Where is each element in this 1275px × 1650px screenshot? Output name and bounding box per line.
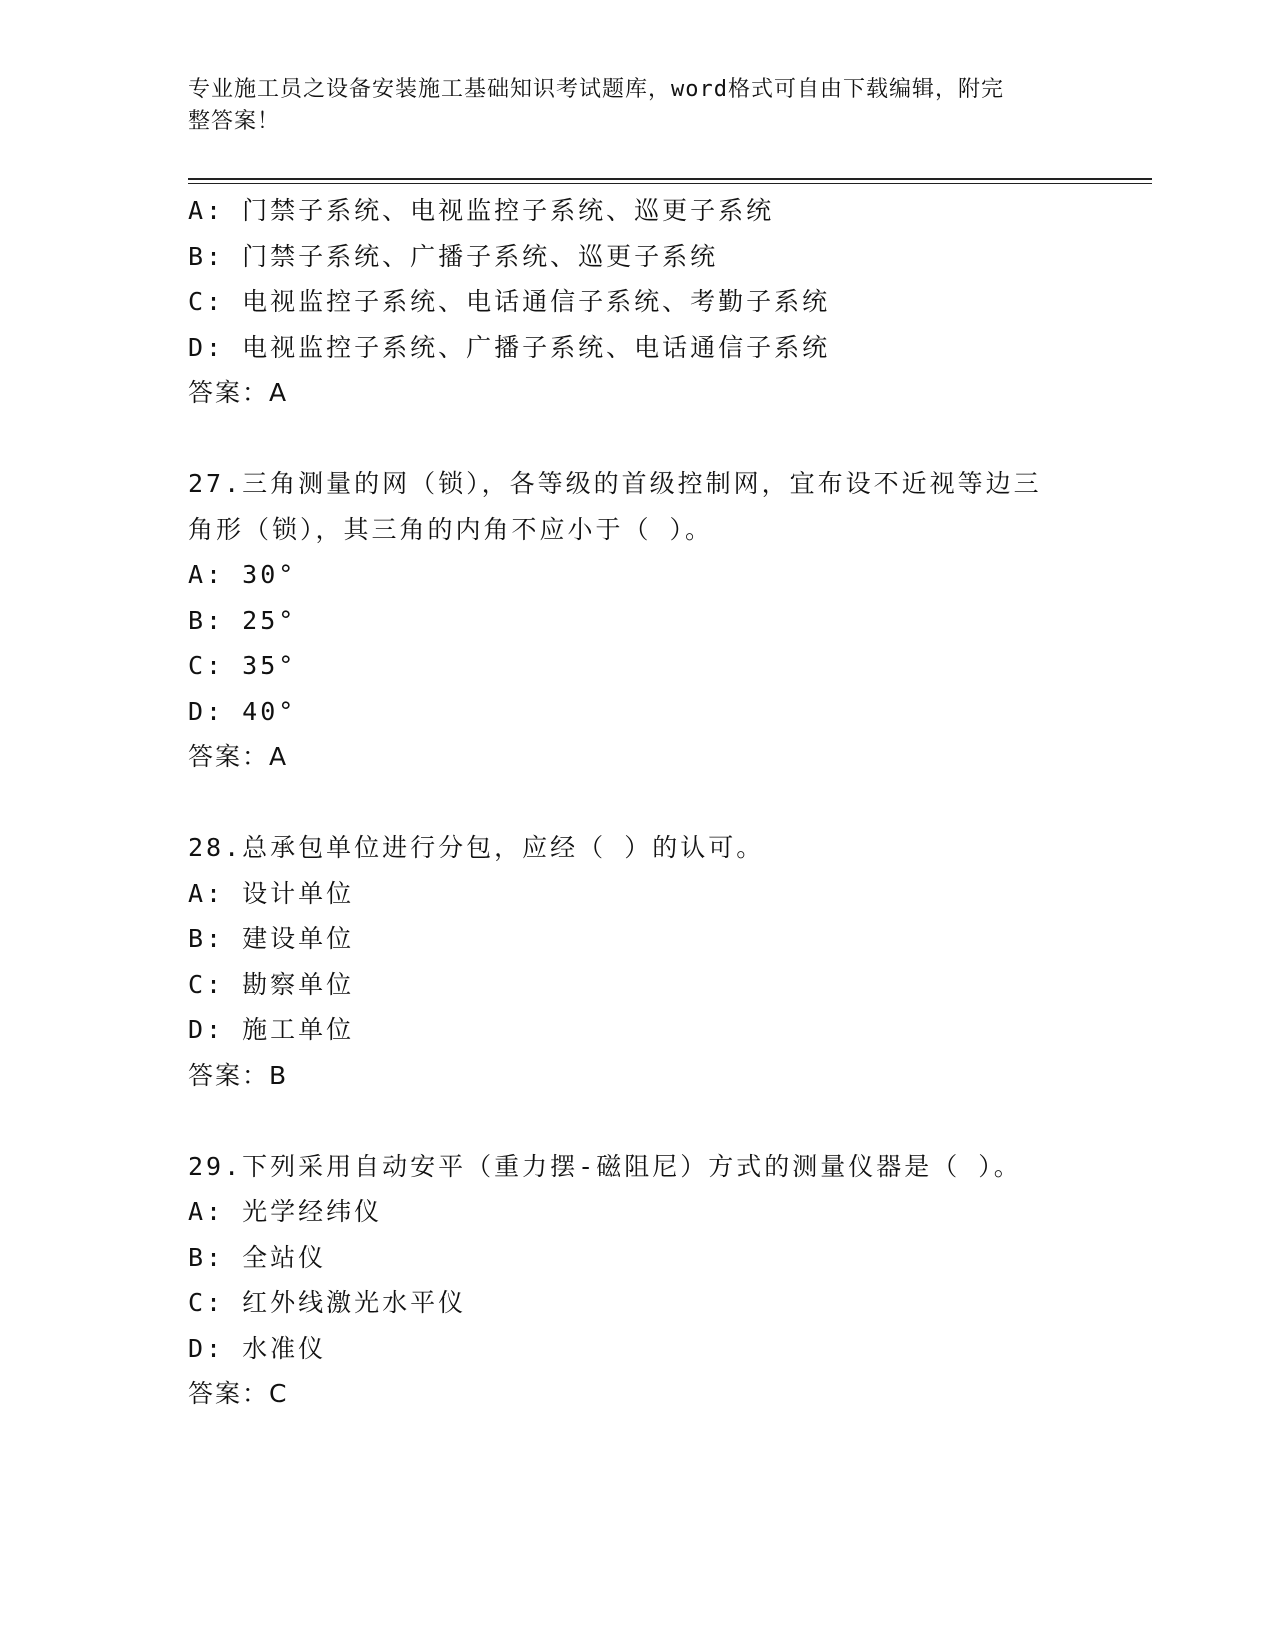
question-27-block — [188, 461, 1088, 780]
document-header — [188, 74, 1068, 138]
spacer — [188, 780, 1088, 826]
answer-line: 答案：A — [188, 378, 289, 407]
option-d: D: 施工单位 — [188, 1015, 355, 1044]
option-a: A: 设计单位 — [188, 878, 355, 908]
question-content — [188, 188, 1088, 1417]
option-b: B: 25° — [188, 605, 297, 635]
option-a: A: 门禁子系统、电视监控子系统、巡更子系统 — [188, 196, 775, 225]
question-29-block — [188, 1144, 1088, 1417]
question-26-block — [188, 188, 1088, 416]
option-c: C: 电视监控子系统、电话通信子系统、考勤子系统 — [188, 287, 831, 316]
header-title-line-2: 整答案！ — [188, 109, 281, 134]
question-stem-line-2: 角形（锁），其三角的内角不应小于（ ）。 — [188, 514, 714, 544]
option-b: B: 全站仪 — [188, 1242, 327, 1272]
option-d: D: 40° — [188, 696, 297, 726]
option-d: D: 电视监控子系统、广播子系统、电话通信子系统 — [188, 332, 831, 362]
answer-line: 答案：A — [188, 742, 289, 771]
spacer — [188, 1098, 1088, 1144]
option-d: D: 水准仪 — [188, 1333, 327, 1363]
option-a: A: 30° — [188, 560, 297, 589]
header-divider-thick — [188, 178, 1152, 180]
header-title-line-1: 专业施工员之设备安装施工基础知识考试题库，word格式可自由下载编辑，附完 — [188, 77, 1004, 102]
option-b: B: 建设单位 — [188, 924, 355, 953]
option-a: A: 光学经纬仪 — [188, 1197, 383, 1226]
question-stem-line-1: 27.三角测量的网（锁），各等级的首级控制网，宜布设不近视等边三 — [188, 469, 1042, 498]
header-divider-thin — [188, 183, 1152, 184]
option-c: C: 35° — [188, 651, 297, 680]
question-stem-line-1: 29.下列采用自动安平（重力摆-磁阻尼）方式的测量仪器是（ ）。 — [188, 1151, 1022, 1181]
option-c: C: 红外线激光水平仪 — [188, 1288, 467, 1317]
question-stem-line-1: 28.总承包单位进行分包，应经（ ）的认可。 — [188, 833, 765, 862]
option-c: C: 勘察单位 — [188, 969, 355, 999]
question-28-block — [188, 825, 1088, 1098]
option-b: B: 门禁子系统、广播子系统、巡更子系统 — [188, 241, 719, 271]
spacer — [188, 416, 1088, 462]
answer-line: 答案：B — [188, 1060, 289, 1090]
answer-line: 答案：C — [188, 1379, 289, 1408]
